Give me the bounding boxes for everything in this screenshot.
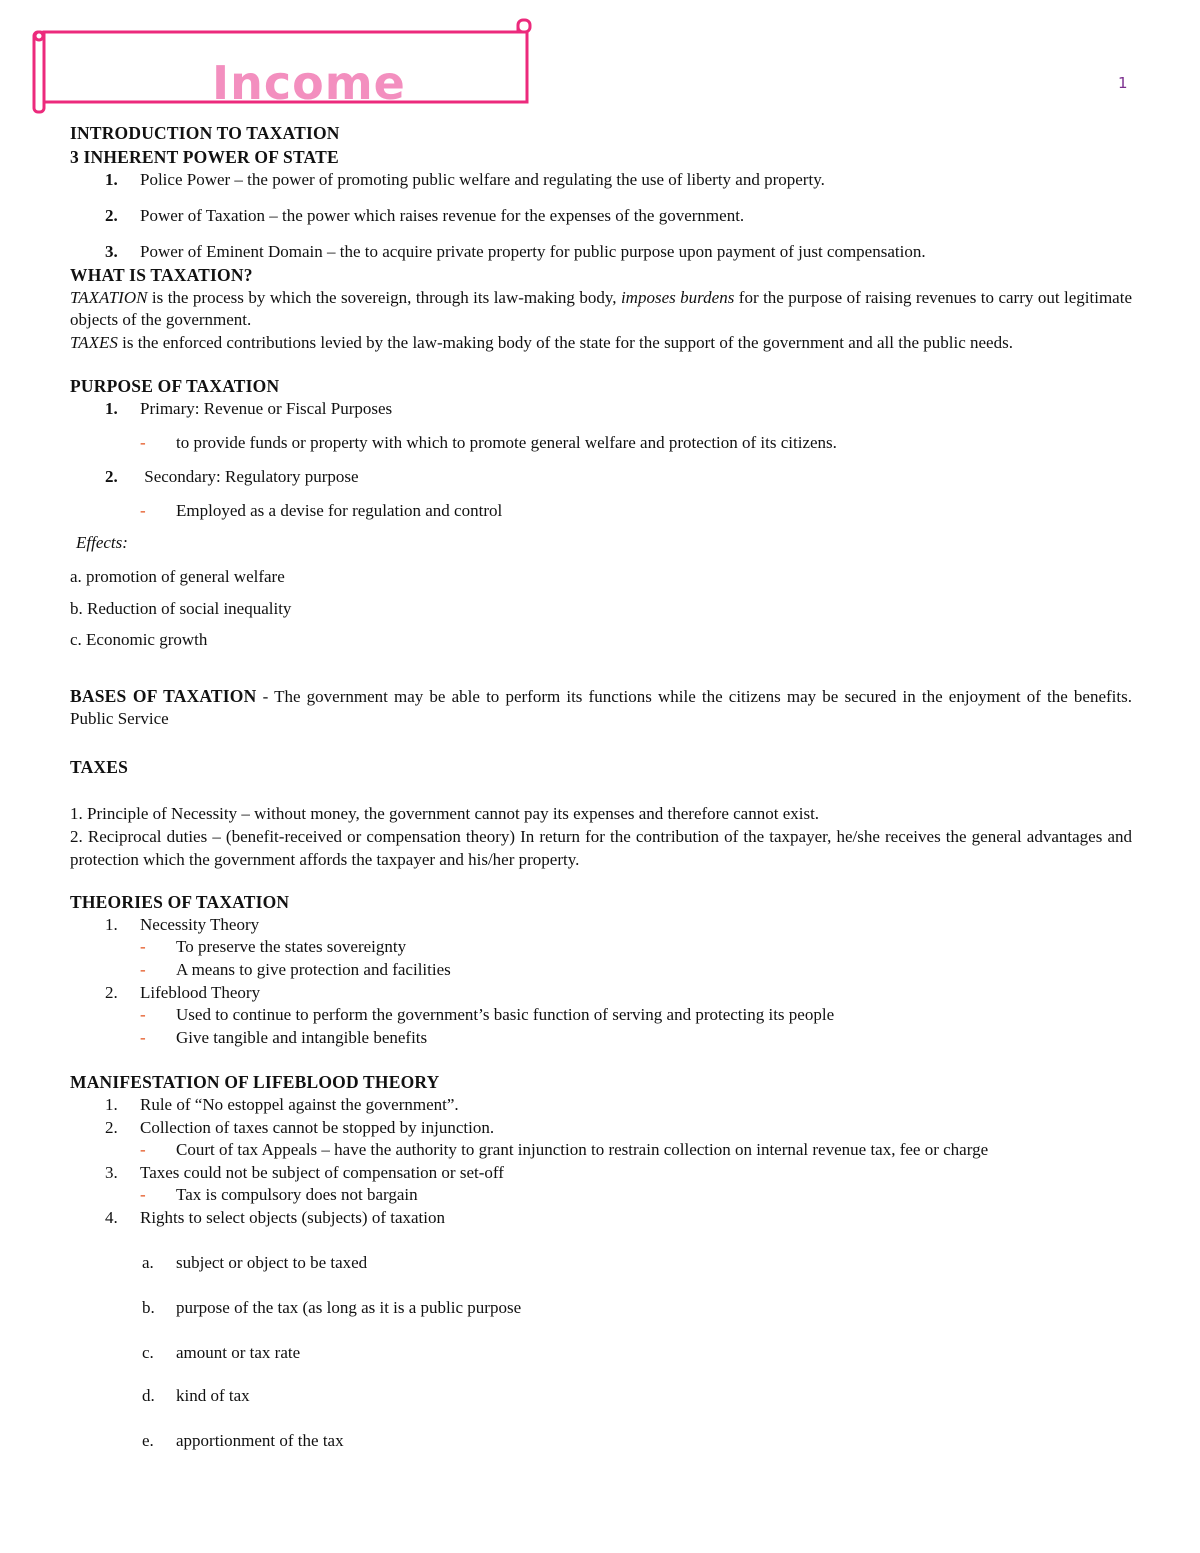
list-number: 2. xyxy=(105,467,118,487)
list-number: 2. xyxy=(105,982,118,1002)
text: to provide funds or property with which to promote general welfare and protection of its citizens. xyxy=(176,432,837,452)
dash-bullet-icon: - xyxy=(140,1005,146,1025)
text: Used to continue to perform the government’s basic function of serving and protecting its people xyxy=(176,1005,835,1025)
sub-letter: d. xyxy=(142,1386,155,1406)
text: Rule of “No estoppel against the government”. xyxy=(140,1095,459,1114)
taxes-term: TAXES xyxy=(70,332,118,352)
bases-paragraph xyxy=(70,685,1132,731)
text: Effects: xyxy=(76,533,128,553)
manifestation-list-3 xyxy=(70,1207,1132,1230)
what-is-taxation-heading: WHAT IS TAXATION? xyxy=(70,264,253,285)
manifestation-list-2 xyxy=(70,1162,1132,1185)
taxation-definition xyxy=(70,287,1132,332)
text: Lifeblood Theory xyxy=(140,982,261,1002)
effects-label xyxy=(70,532,1132,555)
effect-item: b. Reduction of social inequality xyxy=(70,598,292,618)
text: Rights to select objects (subjects) of taxation xyxy=(140,1207,445,1227)
text: Employed as a devise for regulation and control xyxy=(176,500,503,520)
dash-bullet-icon: - xyxy=(140,1027,146,1047)
title-banner xyxy=(30,16,535,116)
dash-bullet-icon: - xyxy=(140,432,146,452)
text: Collection of taxes cannot be stopped by injunction. xyxy=(140,1117,495,1137)
dash-bullet-icon: - xyxy=(140,1140,146,1160)
dash-item xyxy=(70,1027,1132,1050)
purpose-heading: PURPOSE OF TAXATION xyxy=(70,376,280,397)
list-item xyxy=(70,205,1132,228)
list-number: 1. xyxy=(105,1095,118,1114)
list-number: 4. xyxy=(105,1207,118,1227)
list-number: 2. xyxy=(105,205,118,225)
text: kind of tax xyxy=(176,1386,250,1406)
dash-bullet-icon: - xyxy=(140,500,146,520)
list-item xyxy=(70,1207,1132,1230)
bases-heading: BASES OF TAXATION xyxy=(70,685,257,706)
text: subject or object to be taxed xyxy=(176,1252,368,1272)
dash-item xyxy=(70,432,1132,455)
sub-item xyxy=(70,1252,1132,1275)
text: - The government may be able to perform its functions while the citizens may be secured in the enjoyment of the benefits. Public Service xyxy=(70,686,1132,729)
sub-item xyxy=(70,1385,1132,1408)
sub-letter: a. xyxy=(142,1252,154,1272)
list-number: 1. xyxy=(105,914,118,934)
list-text: Police Power – the power of promoting public welfare and regulating the use of liberty and property. xyxy=(140,170,825,190)
list-item xyxy=(70,1162,1132,1185)
text: Tax is compulsory does not bargain xyxy=(176,1185,418,1205)
taxes-line: 1. Principle of Necessity – without money, the government cannot pay its expenses and therefore cannot exist. xyxy=(70,804,820,824)
list-text: Power of Eminent Domain – the to acquire private property for public purpose upon payment of just compensation. xyxy=(140,242,926,262)
taxation-term: TAXATION xyxy=(70,287,148,307)
text: is the enforced contributions levied by the law-making body of the state for the support of the government and all the public needs. xyxy=(117,332,1013,352)
theories-heading: THEORIES OF TAXATION xyxy=(70,892,290,913)
dash-item xyxy=(70,500,1132,523)
text: Necessity Theory xyxy=(140,914,260,934)
taxes-line: 2. Reciprocal duties – (benefit-received or compensation theory) In return for the contribution of the taxpayer, he/she receives the general advantages and protection which the government affords the taxpayer and his/her property. xyxy=(70,827,1132,869)
theories-list-2 xyxy=(70,982,1132,1005)
taxes-heading: TAXES xyxy=(70,756,129,777)
list-number: 3. xyxy=(105,1162,118,1182)
intro-heading: INTRODUCTION TO TAXATION xyxy=(70,123,340,143)
list-number: 3. xyxy=(105,242,118,262)
purpose-list xyxy=(70,398,1132,421)
dash-item xyxy=(70,959,1132,982)
list-item xyxy=(70,241,1132,264)
sub-item xyxy=(70,1430,1132,1453)
sub-letter: c. xyxy=(142,1342,154,1362)
list-item xyxy=(70,914,1132,937)
text: is the process by which the sovereign, through its law-making body, xyxy=(147,287,621,307)
dash-item xyxy=(70,936,1132,959)
taxes-definition xyxy=(70,332,1132,355)
list-item xyxy=(70,466,1132,489)
list-text: Secondary: Regulatory purpose xyxy=(140,467,359,487)
theories-list xyxy=(70,914,1132,937)
manifestation-list xyxy=(70,1094,1132,1139)
list-item xyxy=(70,169,1132,192)
list-item xyxy=(70,982,1132,1005)
effect-item: a. promotion of general welfare xyxy=(70,566,285,586)
text: Court of tax Appeals – have the authority to grant injunction to restrain collection on internal revenue tax, fee or charge xyxy=(176,1140,989,1160)
text: amount or tax rate xyxy=(176,1342,301,1362)
text: Taxes could not be subject of compensation or set-off xyxy=(140,1162,504,1182)
effect-item: c. Economic growth xyxy=(70,630,208,650)
manifestation-heading: MANIFESTATION OF LIFEBLOOD THEORY xyxy=(70,1072,440,1093)
banner-title: Income xyxy=(212,56,406,110)
dash-item xyxy=(70,1139,1132,1162)
list-item xyxy=(70,1117,1132,1140)
sub-letter: e. xyxy=(142,1430,154,1450)
dash-bullet-icon: - xyxy=(140,937,146,957)
list-item xyxy=(70,398,1132,421)
sub-letter: b. xyxy=(142,1298,155,1318)
text: To preserve the states sovereignty xyxy=(176,937,407,957)
list-number: 2. xyxy=(105,1117,118,1137)
emphasis: imposes burdens xyxy=(620,287,735,307)
sub-item xyxy=(70,1342,1132,1365)
document-body xyxy=(70,122,1132,1453)
dash-bullet-icon: - xyxy=(140,960,146,980)
list-number: 1. xyxy=(105,170,118,190)
inherent-power-heading: 3 INHERENT POWER OF STATE xyxy=(70,146,339,167)
dash-item xyxy=(70,1004,1132,1027)
list-text: Primary: Revenue or Fiscal Purposes xyxy=(140,398,393,418)
list-text: Power of Taxation – the power which raises revenue for the expenses of the government. xyxy=(140,205,745,225)
list-number: 1. xyxy=(105,398,118,418)
text: for the purpose of raising revenues to carry out legitimate objects of the government. xyxy=(70,287,1132,330)
dash-bullet-icon: - xyxy=(140,1185,146,1205)
purpose-list-2 xyxy=(70,466,1132,489)
list-item xyxy=(70,1094,1132,1117)
inherent-powers-list xyxy=(70,169,1132,264)
text: apportionment of the tax xyxy=(176,1430,344,1450)
text: Give tangible and intangible benefits xyxy=(176,1027,428,1047)
sub-item xyxy=(70,1297,1132,1320)
text: purpose of the tax (as long as it is a public purpose xyxy=(176,1298,522,1318)
text: A means to give protection and facilities xyxy=(176,960,451,980)
dash-item xyxy=(70,1184,1132,1207)
page-number: 1 xyxy=(1118,74,1128,92)
